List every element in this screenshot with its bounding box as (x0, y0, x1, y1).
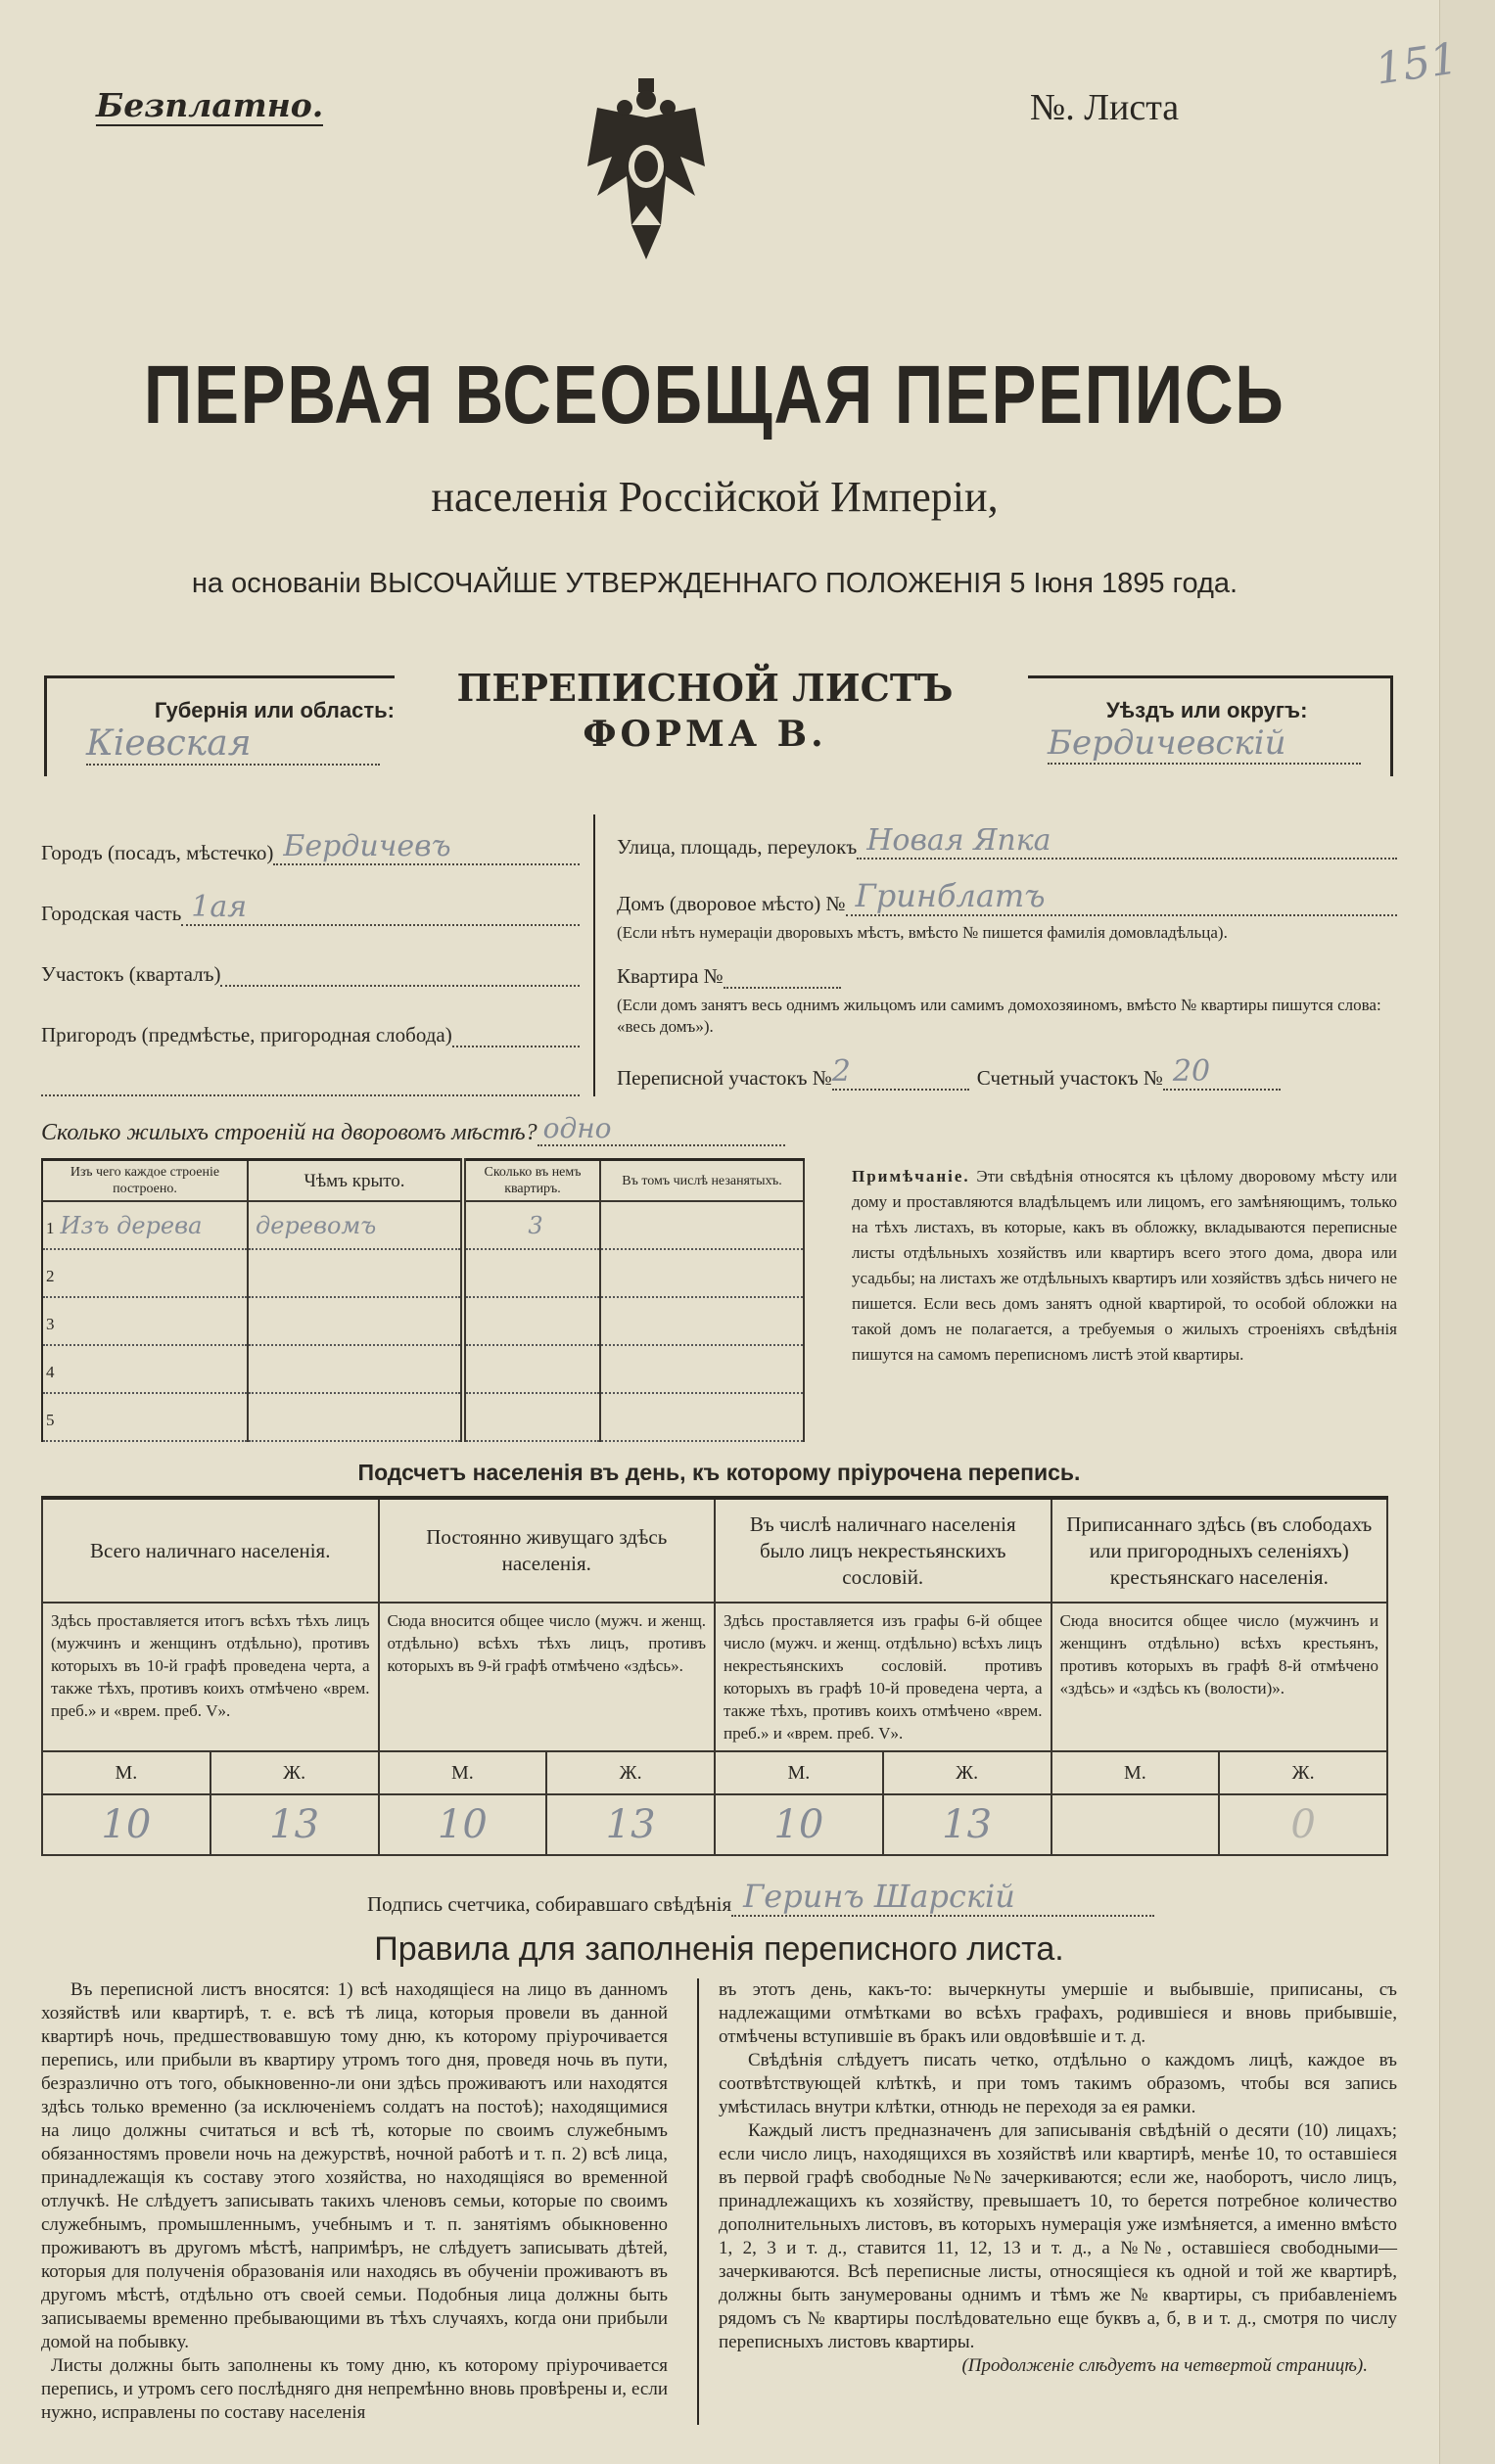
signature-label: Подпись счетчика, собиравшаго свѣдѣнія (367, 1892, 732, 1916)
city-part-label: Городская часть (41, 902, 182, 925)
district-box (1028, 675, 1393, 776)
dwellings-table (41, 1158, 805, 1442)
continued-note: (Продолженіе слѣдуетъ на четвертой страницѣ). (961, 2355, 1368, 2376)
handwritten-material (55, 1404, 61, 1431)
precinct-field[interactable] (220, 965, 580, 987)
district-label: Уѣздъ или округъ: (1106, 698, 1308, 722)
female-count-field[interactable]: 13 (883, 1794, 1051, 1855)
address-right (617, 805, 1397, 1096)
rules-title: Правила для заполненія переписного листа. (374, 1930, 1064, 1968)
population-sex-row (42, 1751, 1387, 1794)
house-note: (Если нѣтъ нумераціи дворовыхъ мѣстъ, вмѣсто № пишется фамилія домовладѣльца). (617, 923, 1228, 942)
main-title: ПЕРВАЯ ВСЕОБЩАЯ ПЕРЕПИСЬ (144, 349, 1285, 441)
row-number: 1 (46, 1218, 55, 1237)
male-label: М. (1051, 1751, 1220, 1794)
census-district-label: Переписной участокъ № (617, 1066, 832, 1090)
rules-right-column (719, 1978, 1397, 2425)
column-divider (697, 1978, 699, 2425)
male-count-field[interactable]: 10 (715, 1794, 883, 1855)
dwelling-cell-apartments[interactable] (463, 1201, 600, 1249)
female-label: Ж. (883, 1751, 1051, 1794)
handwritten-vacant (602, 1212, 608, 1239)
sheet-title: ПЕРЕПИСНОЙ ЛИСТЪ (456, 666, 954, 710)
dwelling-cell-apartments[interactable] (463, 1249, 600, 1297)
dwelling-cell-material[interactable] (42, 1297, 248, 1345)
imperial-eagle-emblem-icon (587, 78, 705, 274)
female-label: Ж. (210, 1751, 379, 1794)
handwritten-material (55, 1356, 61, 1383)
dwelling-cell-material[interactable] (42, 1393, 248, 1441)
handwritten-material (55, 1308, 61, 1335)
col-header-vacant: Въ томъ числѣ незанятыхъ. (600, 1160, 804, 1202)
rules-section (41, 1978, 1397, 2425)
col-header-material: Изъ чего каждое строеніе построено. (42, 1160, 248, 1202)
rules-paragraph: Свѣдѣнія слѣдуетъ писать четко, отдѣльно о каждомъ лицѣ, каждое въ соотвѣтствующей клѣткѣ, и при томъ такимъ образомъ, чтобы вся запись умѣстилась внутри клѣтки, отнюдь не переходя за ея рамки. (719, 2050, 1397, 2117)
apartment-label: Квартира № (617, 964, 724, 988)
note-label: Примѣчаніе. (852, 1167, 970, 1186)
counting-district-field[interactable]: 20 (1163, 1054, 1281, 1091)
address-left (41, 805, 580, 1096)
house-field[interactable]: Гринблатъ (846, 877, 1397, 916)
handwritten-apartments (530, 1308, 536, 1335)
district-value: Бердичевскій (1048, 723, 1361, 765)
handwritten-roof (250, 1260, 256, 1287)
handwritten-vacant (602, 1308, 608, 1335)
col-header-roof: Чѣмъ крыто. (248, 1160, 463, 1202)
free-label: Безплатно. (96, 86, 324, 124)
population-col-desc: Сюда вносится общее число (мужчинъ и женщинъ отдѣльно) всѣхъ крестьянъ, противъ которыхъ въ графѣ 8-й отмѣчено «здѣсь» и «здѣсь къ (волости)». (1051, 1603, 1388, 1751)
note-text: Эти свѣдѣнія относятся къ цѣлому дворовому мѣсту или дому и проставляются владѣльцемъ или лицомъ, его замѣняющимъ, только на тѣхъ листахъ, въ которые, какъ въ обложку, вкладываются переписные листы отдѣльныхъ хозяйствъ или квартиръ всего этого дома, двора или усадьбы; на листахъ же отдѣльныхъ квартиръ или хозяйствъ здѣсь ничего не пишется. Если весь домъ занятъ одной квартирой, то особой обложки на такой домъ не полагается, а требуемыя о жилыхъ строеніяхъ свѣдѣнія пишутся на самомъ переписномъ листѣ этой квартиры. (852, 1167, 1397, 1364)
rules-paragraph: въ этотъ день, какъ-то: вычеркнуты умершіе и выбывшіе, приписаны, съ надлежащими отмѣтками во всѣхъ графахъ, родившіеся и вновь прибывшіе, отмѣчены вступившіе въ бракъ или овдовѣвшіе и т. д. (719, 1979, 1397, 2047)
female-label: Ж. (546, 1751, 715, 1794)
row-number: 4 (46, 1362, 55, 1381)
population-col-desc: Здѣсь проставляется итогъ всѣхъ тѣхъ лицъ (мужчинъ и женщинъ отдѣльно), противъ которыхъ въ 10-й графѣ проведена черта, а также тѣхъ, противъ коихъ отмѣчено «врем. преб.» и «врем. преб. V». (42, 1603, 379, 1751)
dwelling-cell-material[interactable] (42, 1249, 248, 1297)
dwelling-cell-vacant[interactable] (600, 1297, 804, 1345)
dwelling-cell-apartments[interactable] (463, 1393, 600, 1441)
female-count-field[interactable]: 13 (546, 1794, 715, 1855)
form-body (41, 805, 1397, 2425)
dwelling-row (42, 1297, 804, 1345)
dwelling-cell-vacant[interactable] (600, 1201, 804, 1249)
handwritten-apartments (530, 1356, 536, 1383)
dwelling-cell-material[interactable] (42, 1345, 248, 1393)
suburb-field[interactable] (452, 1026, 580, 1047)
handwritten-apartments (530, 1404, 536, 1431)
row-number: 2 (46, 1266, 55, 1285)
census-district-field[interactable]: 2 (832, 1054, 969, 1091)
city-label: Городъ (посадъ, мѣстечко) (41, 841, 274, 864)
note-block (852, 1164, 1397, 1368)
rules-left-column (41, 1978, 668, 2425)
population-values-row (42, 1794, 1387, 1855)
female-label: Ж. (1219, 1751, 1387, 1794)
male-count-field[interactable] (1051, 1794, 1220, 1855)
archive-number: 151 (1372, 33, 1462, 95)
male-count-field[interactable]: 10 (379, 1794, 547, 1855)
precinct-label: Участокъ (кварталъ) (41, 962, 221, 986)
dwelling-row (42, 1201, 804, 1249)
population-col-desc: Сюда вносится общее число (мужч. и женщ. отдѣльно) всѣхъ тѣхъ лицъ, противъ которыхъ въ 9-й графѣ отмѣчено «здѣсь». (379, 1603, 716, 1751)
dwelling-cell-apartments[interactable] (463, 1345, 600, 1393)
handwritten-roof (250, 1404, 256, 1431)
dwellings-question: Сколько жилыхъ строеній на дворовомъ мѣстѣ? (41, 1120, 537, 1145)
row-number: 5 (46, 1410, 55, 1429)
dwellings-header-row (42, 1160, 804, 1202)
population-col-header: Постоянно живущаго здѣсь населенія. (379, 1498, 716, 1603)
handwritten-vacant (602, 1404, 608, 1431)
subtitle: населенія Россійской Имперіи, (431, 473, 999, 521)
dwelling-cell-roof[interactable] (248, 1345, 463, 1393)
address-section (41, 805, 1397, 1096)
handwritten-apartments (530, 1260, 536, 1287)
dwellings-section (41, 1158, 1397, 1442)
handwritten-vacant (602, 1260, 608, 1287)
city-field[interactable]: Бердичевъ (273, 829, 580, 865)
province-box (44, 675, 395, 776)
dwelling-cell-vacant[interactable] (600, 1249, 804, 1297)
dwelling-cell-material[interactable] (42, 1201, 248, 1249)
street-field[interactable]: Новая Япка (857, 823, 1397, 860)
dwelling-cell-vacant[interactable] (600, 1393, 804, 1441)
dwelling-cell-roof[interactable] (248, 1297, 463, 1345)
row-number: 3 (46, 1314, 55, 1333)
street-label: Улица, площадь, переулокъ (617, 835, 858, 859)
handwritten-roof (250, 1356, 256, 1383)
population-col-header: Приписаннаго здѣсь (въ слободахъ или пригородныхъ селеніяхъ) крестьянскаго населенія. (1051, 1498, 1388, 1603)
handwritten-apartments: 3 (528, 1211, 543, 1239)
population-col-desc: Здѣсь проставляется изъ графы 6-й общее число (мужч. и женщ. отдѣльно) всѣхъ лицъ некрестьянскихъ сословій. противъ которыхъ въ графѣ 10-й проведена черта, а также тѣхъ, противъ коихъ отмѣчено «врем. преб.» и «врем. преб. V». (715, 1603, 1051, 1751)
city-part-field[interactable]: 1ая (181, 890, 580, 926)
dwelling-cell-roof[interactable] (248, 1393, 463, 1441)
dwelling-row (42, 1345, 804, 1393)
dwelling-row (42, 1393, 804, 1441)
handwritten-roof (250, 1308, 256, 1335)
dwelling-cell-roof[interactable] (248, 1201, 463, 1249)
dwellings-answer[interactable]: одно (537, 1112, 785, 1146)
handwritten-material (55, 1260, 61, 1287)
apartment-note: (Если домъ занятъ весь однимъ жильцомъ или самимъ домохозяиномъ, вмѣсто № квартиры пишутся слова: «весь домъ»). (617, 996, 1381, 1036)
dwelling-row (42, 1249, 804, 1297)
sheet-number-label: №. Листа (1030, 87, 1180, 128)
rules-paragraph: Листы должны быть заполнены къ тому дню, къ которому пріурочивается перепись, и утромъ сего послѣдняго дня непремѣнно вновь провѣрены и, если нужно, исправлены по составу населенія (41, 2355, 668, 2423)
handwritten-roof: деревомъ (256, 1211, 377, 1239)
female-count-field[interactable]: 13 (210, 1794, 379, 1855)
col-header-apartments: Сколько въ немъ квартиръ. (463, 1160, 600, 1202)
province-value: Кіевская (86, 723, 380, 766)
female-count-field[interactable]: 0 (1219, 1794, 1387, 1855)
province-label: Губернія или область: (154, 698, 395, 722)
house-label: Домъ (дворовое мѣсто) № (617, 892, 846, 915)
blank-line[interactable] (41, 1047, 580, 1096)
page-edge (1439, 0, 1495, 2464)
handwritten-material: Изъ дерева (60, 1211, 203, 1239)
male-count-field[interactable]: 10 (42, 1794, 210, 1855)
handwritten-vacant (602, 1356, 608, 1383)
dwelling-cell-vacant[interactable] (600, 1345, 804, 1393)
male-label: М. (42, 1751, 210, 1794)
dwelling-cell-roof[interactable] (248, 1249, 463, 1297)
population-col-header: Въ числѣ наличнаго населенія было лицъ некрестьянскихъ сословій. (715, 1498, 1051, 1603)
population-header-row (42, 1498, 1387, 1603)
population-title: Подсчетъ населенія въ день, къ которому пріурочена перепись. (357, 1460, 1081, 1485)
male-label: М. (379, 1751, 547, 1794)
signature-field[interactable]: Геринъ Шарскій (731, 1878, 1154, 1917)
dwelling-cell-apartments[interactable] (463, 1297, 600, 1345)
population-desc-row (42, 1603, 1387, 1751)
counting-district-label: Счетный участокъ № (976, 1066, 1163, 1090)
apartment-field[interactable] (724, 987, 841, 989)
population-table (41, 1496, 1388, 1856)
male-label: М. (715, 1751, 883, 1794)
legal-basis: на основаніи ВЫСОЧАЙШЕ УТВЕРЖДЕННАГО ПОЛОЖЕНІЯ 5 Іюня 1895 года. (191, 568, 1238, 599)
rules-paragraph: Въ переписной листъ вносятся: 1) всѣ находящіеся на лицо въ данномъ хозяйствѣ или квартирѣ, т. е. всѣ тѣ лица, которыя провели въ данной квартирѣ ночь, предшествовавшую тому дню, къ которому пріурочивается перепись, или прибыли въ квартиру утромъ того дня, проведя ночь въ пути, безразлично отъ того, обыкновенно-ли они здѣсь проживаютъ или находятся здѣсь только временно (за исключеніемъ солдатъ на постоѣ); находящимися на лицо должны считаться и всѣ тѣ, которые по своимъ служебнымъ обязанностямъ провели ночь на дежурствѣ, ночной работѣ и т. п. 2) всѣ лица, принадлежащія къ составу этого хозяйства, но находящіяся во временной отлучкѣ. Не слѣдуетъ записывать такихъ членовъ семьи, которые по своимъ служебнымъ, промышленнымъ, учебнымъ и т. п. занятіямъ обыкновенно проживаютъ въ другомъ мѣстѣ, напримѣръ, не слѣдуетъ записывать дѣтей, которыя для полученія образованія или находясь въ обученіи проживаютъ въ другомъ мѣстѣ, отдѣльно отъ своей семьи. Подобныя лица должны быть записываемы временно пребывающими въ тѣхъ случаяхъ, когда они прибыли домой на побывку. (41, 1979, 668, 2352)
rules-paragraph: Каждый листъ предназначенъ для записыванія свѣдѣній о десяти (10) лицахъ; если число лицъ, находящихся въ хозяйствѣ или квартирѣ, менѣе 10, то оставшіеся въ первой графѣ свободные №№ зачеркиваются; если же, наоборотъ, число лицъ, принадлежащихъ къ хозяйству, превышаетъ 10, то берется потребное количество дополнительныхъ листовъ, въ которыхъ нумерація уже измѣняется, а именно вмѣсто 1, 2, 3 и т. д., ставится 11, 12, 13 и т. д., а №№, оставшіеся свободными—зачеркиваются. Всѣ переписные листы, относящіеся къ одной и той же квартирѣ, должны быть занумерованы однимъ и тѣмъ же № квартиры, съ прибавленіемъ рядомъ съ № квартиры послѣдовательно еще буквъ а, б, в и т. д., смотря по числу переписныхъ листовъ квартиры. (719, 2120, 1397, 2352)
divider (593, 814, 595, 1096)
population-col-header: Всего наличнаго населенія. (42, 1498, 379, 1603)
form-name: ФОРМА В. (583, 714, 827, 755)
suburb-label: Пригородъ (предмѣстье, пригородная слобода) (41, 1023, 452, 1046)
